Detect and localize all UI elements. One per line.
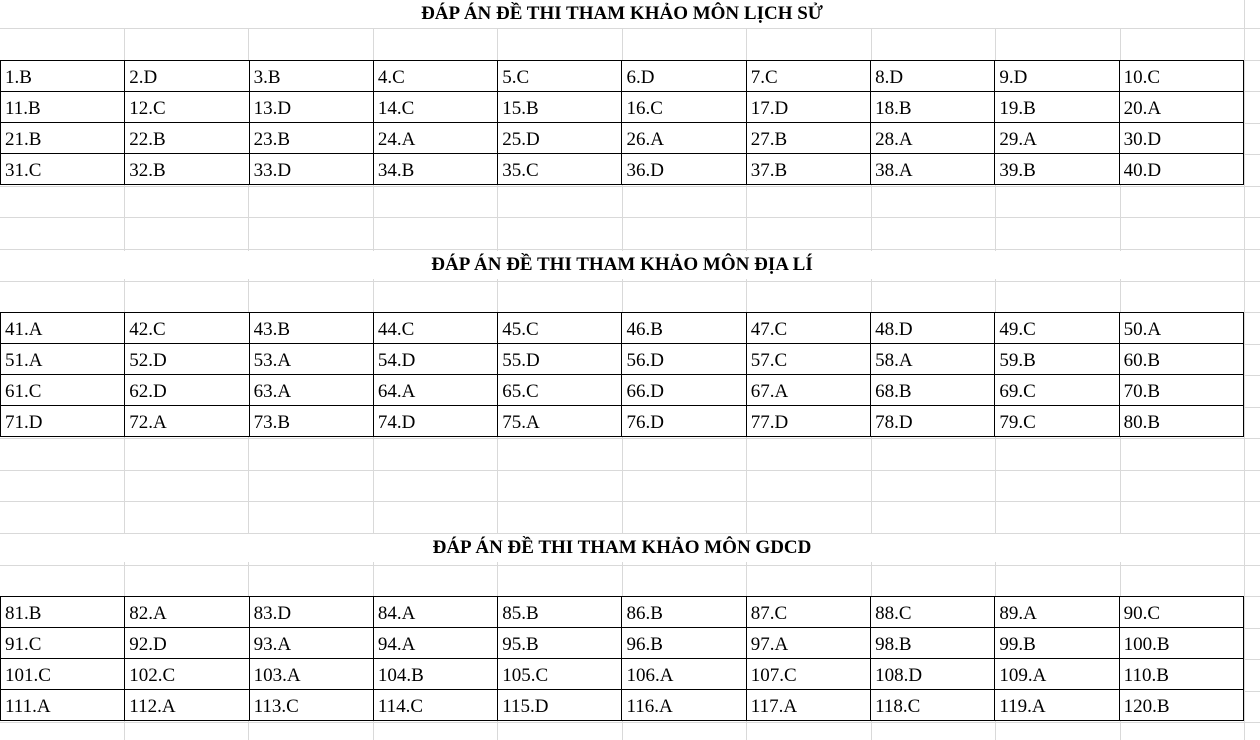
answer-text: 18.B (875, 98, 912, 119)
answer-text: 23.B (253, 129, 291, 150)
answer-cell[interactable] (125, 659, 249, 690)
table-row (1, 154, 1244, 185)
answer-cell[interactable] (125, 597, 249, 628)
answer-text: 6.D (626, 67, 655, 88)
answer-text: 42.C (129, 319, 166, 340)
answer-text: 43.B (253, 319, 291, 340)
table-row (1, 313, 1244, 344)
answer-text: 101.C (5, 665, 51, 686)
answer-cell[interactable] (622, 344, 746, 375)
answer-text: 24.A (377, 129, 416, 150)
answer-text: 96.B (626, 634, 663, 655)
answer-text: 35.C (502, 160, 539, 181)
answer-cell[interactable] (125, 92, 249, 123)
answer-cell[interactable] (871, 154, 995, 185)
answer-cell[interactable] (995, 92, 1119, 123)
answer-cell[interactable] (871, 61, 995, 92)
answer-text: 14.C (377, 98, 415, 119)
answer-text: 20.A (1123, 98, 1162, 119)
answer-text: 15.B (502, 98, 539, 119)
answer-text: 37.B (750, 160, 788, 181)
answer-text: 108.D (875, 665, 923, 686)
answer-cell[interactable] (1, 92, 125, 123)
answer-table-dia-li (0, 312, 1244, 437)
answer-text: 87.C (750, 603, 788, 624)
answer-text: 53.A (253, 350, 292, 371)
answer-cell[interactable] (373, 61, 497, 92)
answer-text: 27.B (750, 129, 788, 150)
answer-text: 3.B (253, 67, 281, 88)
answer-cell[interactable] (249, 628, 373, 659)
answer-cell[interactable] (1119, 659, 1243, 690)
answer-cell[interactable] (995, 313, 1119, 344)
row-gridline (0, 722, 1260, 723)
answer-cell[interactable] (373, 123, 497, 154)
answer-cell[interactable] (125, 375, 249, 406)
answer-cell[interactable] (746, 92, 870, 123)
answer-text: 91.C (5, 634, 42, 655)
answer-text: 31.C (5, 160, 42, 181)
table-row (1, 61, 1244, 92)
answer-text: 92.D (129, 634, 167, 655)
answer-text: 5.C (502, 67, 530, 88)
answer-text: 48.D (875, 319, 913, 340)
answer-text: 34.B (377, 160, 415, 181)
section-title-gdcd: ĐÁP ÁN ĐỀ THI THAM KHẢO MÔN GDCD (0, 534, 1244, 562)
answer-text: 70.B (1123, 381, 1161, 402)
answer-cell[interactable] (125, 313, 249, 344)
answer-cell[interactable] (871, 375, 995, 406)
answer-cell[interactable] (871, 659, 995, 690)
answer-text: 61.C (5, 381, 42, 402)
answer-cell[interactable] (125, 154, 249, 185)
section-title-dia-li: ĐÁP ÁN ĐỀ THI THAM KHẢO MÔN ĐỊA LÍ (0, 251, 1244, 279)
answer-text: 118.C (875, 696, 921, 717)
answer-cell[interactable] (1, 628, 125, 659)
answer-text: 105.C (502, 665, 549, 686)
answer-text: 82.A (129, 603, 167, 624)
answer-cell[interactable] (249, 61, 373, 92)
answer-cell[interactable] (746, 597, 870, 628)
row-gridline (0, 217, 1260, 218)
answer-text: 97.A (750, 634, 789, 655)
answer-text: 4.C (377, 67, 405, 88)
answer-cell[interactable] (1119, 344, 1243, 375)
answer-text: 88.C (875, 603, 912, 624)
answer-cell[interactable] (249, 597, 373, 628)
answer-cell[interactable] (373, 406, 497, 437)
answer-text: 8.D (875, 67, 904, 88)
answer-text: 26.A (626, 129, 664, 150)
answer-cell[interactable] (746, 690, 870, 721)
answer-cell[interactable] (1, 597, 125, 628)
answer-text: 54.D (377, 350, 416, 371)
answer-cell[interactable] (249, 690, 373, 721)
answer-cell[interactable] (622, 92, 746, 123)
answer-text: 80.B (1123, 412, 1161, 433)
answer-cell[interactable] (871, 597, 995, 628)
answer-text: 16.C (626, 98, 663, 119)
answer-cell[interactable] (995, 123, 1119, 154)
answer-cell[interactable] (871, 406, 995, 437)
answer-text: 76.D (626, 412, 664, 433)
row-gridline (0, 249, 1260, 250)
answer-cell[interactable] (498, 123, 622, 154)
answer-cell[interactable] (622, 690, 746, 721)
table-row (1, 92, 1244, 123)
answer-text: 59.B (999, 350, 1036, 371)
answer-text: 12.C (129, 98, 166, 119)
answer-cell[interactable] (1119, 628, 1243, 659)
answer-cell[interactable] (995, 659, 1119, 690)
answer-text: 58.A (875, 350, 913, 371)
answer-cell[interactable] (995, 61, 1119, 92)
row-gridline (0, 28, 1260, 29)
answer-text: 33.D (253, 160, 292, 181)
answer-cell[interactable] (249, 344, 373, 375)
answer-text: 62.D (129, 381, 167, 402)
answer-text: 81.B (5, 603, 42, 624)
row-gridline (0, 281, 1260, 282)
answer-text: 36.D (626, 160, 664, 181)
answer-cell[interactable] (746, 154, 870, 185)
table-row (1, 659, 1244, 690)
row-gridline (0, 565, 1260, 566)
answer-cell[interactable] (1, 375, 125, 406)
answer-text: 115.D (502, 696, 549, 717)
answer-text: 63.A (253, 381, 292, 402)
answer-cell[interactable] (125, 690, 249, 721)
answer-cell[interactable] (498, 659, 622, 690)
answer-cell[interactable] (1119, 61, 1243, 92)
answer-cell[interactable] (746, 375, 870, 406)
answer-text: 57.C (750, 350, 788, 371)
answer-cell[interactable] (125, 406, 249, 437)
answer-cell[interactable] (1, 406, 125, 437)
table-row (1, 406, 1244, 437)
answer-text: 29.A (999, 129, 1037, 150)
answer-text: 32.B (129, 160, 166, 181)
answer-text: 41.A (5, 319, 43, 340)
answer-text: 102.C (129, 665, 176, 686)
table-row (1, 123, 1244, 154)
answer-text: 83.D (253, 603, 292, 624)
answer-cell[interactable] (1119, 92, 1243, 123)
answer-text: 2.D (129, 67, 158, 88)
answer-text: 94.A (377, 634, 416, 655)
answer-cell[interactable] (746, 628, 870, 659)
answer-text: 65.C (502, 381, 539, 402)
answer-text: 44.C (377, 319, 415, 340)
answer-cell[interactable] (995, 375, 1119, 406)
answer-table-lich-su (0, 60, 1244, 185)
answer-cell[interactable] (746, 313, 870, 344)
answer-cell[interactable] (622, 406, 746, 437)
answer-cell[interactable] (1119, 154, 1243, 185)
column-gridline (1244, 0, 1245, 740)
answer-cell[interactable] (373, 313, 497, 344)
answer-cell[interactable] (622, 61, 746, 92)
answer-text: 79.C (999, 412, 1036, 433)
answer-cell[interactable] (995, 344, 1119, 375)
answer-cell[interactable] (373, 628, 497, 659)
answer-cell[interactable] (125, 61, 249, 92)
answer-cell[interactable] (498, 344, 622, 375)
answer-table-gdcd (0, 596, 1244, 721)
answer-cell[interactable] (249, 659, 373, 690)
answer-cell[interactable] (746, 406, 870, 437)
answer-cell[interactable] (622, 628, 746, 659)
answer-text: 84.A (377, 603, 416, 624)
answer-cell[interactable] (1, 659, 125, 690)
answer-text: 113.C (253, 696, 299, 717)
answer-text: 30.D (1123, 129, 1162, 150)
answer-text: 75.A (502, 412, 540, 433)
answer-text: 69.C (999, 381, 1036, 402)
answer-cell[interactable] (871, 690, 995, 721)
answer-cell[interactable] (746, 123, 870, 154)
answer-text: 117.A (750, 696, 798, 717)
answer-cell[interactable] (871, 123, 995, 154)
answer-cell[interactable] (746, 61, 870, 92)
answer-cell[interactable] (1119, 123, 1243, 154)
answer-cell[interactable] (871, 344, 995, 375)
answer-text: 25.D (502, 129, 540, 150)
answer-text: 38.A (875, 160, 913, 181)
row-gridline (0, 470, 1260, 471)
answer-cell[interactable] (249, 406, 373, 437)
answer-text: 39.B (999, 160, 1036, 181)
answer-cell[interactable] (249, 92, 373, 123)
table-row (1, 344, 1244, 375)
answer-cell[interactable] (1119, 406, 1243, 437)
answer-cell[interactable] (746, 659, 870, 690)
answer-cell[interactable] (498, 61, 622, 92)
answer-text: 100.B (1123, 634, 1170, 655)
answer-cell[interactable] (498, 628, 622, 659)
answer-cell[interactable] (249, 123, 373, 154)
answer-text: 104.B (377, 665, 424, 686)
answer-text: 73.B (253, 412, 291, 433)
answer-cell[interactable] (746, 344, 870, 375)
answer-cell[interactable] (995, 690, 1119, 721)
answer-text: 7.C (750, 67, 778, 88)
answer-cell[interactable] (995, 597, 1119, 628)
answer-text: 112.A (129, 696, 176, 717)
answer-text: 28.A (875, 129, 913, 150)
answer-text: 64.A (377, 381, 416, 402)
answer-cell[interactable] (1119, 313, 1243, 344)
table-row (1, 375, 1244, 406)
answer-text: 55.D (502, 350, 540, 371)
answer-cell[interactable] (871, 92, 995, 123)
answer-text: 98.B (875, 634, 912, 655)
answer-cell[interactable] (622, 597, 746, 628)
answer-text: 90.C (1123, 603, 1161, 624)
answer-text: 99.B (999, 634, 1036, 655)
answer-text: 95.B (502, 634, 539, 655)
answer-text: 85.B (502, 603, 539, 624)
answer-cell[interactable] (498, 690, 622, 721)
answer-text: 13.D (253, 98, 292, 119)
table-row (1, 597, 1244, 628)
answer-cell[interactable] (871, 313, 995, 344)
answer-text: 72.A (129, 412, 167, 433)
answer-cell[interactable] (622, 659, 746, 690)
answer-text: 109.A (999, 665, 1047, 686)
answer-cell[interactable] (249, 313, 373, 344)
answer-text: 56.D (626, 350, 664, 371)
answer-cell[interactable] (125, 344, 249, 375)
answer-cell[interactable] (498, 597, 622, 628)
answer-text: 71.D (5, 412, 43, 433)
answer-cell[interactable] (995, 154, 1119, 185)
answer-cell[interactable] (249, 154, 373, 185)
answer-text: 22.B (129, 129, 166, 150)
answer-cell[interactable] (1, 154, 125, 185)
answer-text: 111.A (5, 696, 51, 717)
answer-cell[interactable] (995, 406, 1119, 437)
answer-cell[interactable] (622, 123, 746, 154)
answer-text: 120.B (1123, 696, 1170, 717)
answer-cell[interactable] (373, 690, 497, 721)
answer-text: 17.D (750, 98, 789, 119)
answer-cell[interactable] (498, 313, 622, 344)
answer-cell[interactable] (1119, 375, 1243, 406)
answer-text: 67.A (750, 381, 789, 402)
answer-cell[interactable] (995, 628, 1119, 659)
answer-text: 10.C (1123, 67, 1161, 88)
answer-cell[interactable] (1, 690, 125, 721)
section-title-lich-su: ĐÁP ÁN ĐỀ THI THAM KHẢO MÔN LỊCH SỬ (0, 0, 1244, 28)
answer-cell[interactable] (1119, 690, 1243, 721)
answer-cell[interactable] (498, 406, 622, 437)
answer-cell[interactable] (1, 344, 125, 375)
answer-text: 9.D (999, 67, 1028, 88)
answer-text: 89.A (999, 603, 1037, 624)
answer-cell[interactable] (622, 154, 746, 185)
answer-cell[interactable] (498, 154, 622, 185)
answer-text: 106.A (626, 665, 674, 686)
answer-cell[interactable] (373, 375, 497, 406)
answer-cell[interactable] (1, 61, 125, 92)
answer-text: 66.D (626, 381, 664, 402)
row-gridline (0, 438, 1260, 439)
answer-cell[interactable] (622, 313, 746, 344)
answer-cell[interactable] (373, 154, 497, 185)
answer-cell[interactable] (1, 313, 125, 344)
answer-text: 45.C (502, 319, 539, 340)
answer-cell[interactable] (125, 628, 249, 659)
answer-text: 77.D (750, 412, 789, 433)
answer-text: 47.C (750, 319, 788, 340)
answer-text: 49.C (999, 319, 1036, 340)
answer-text: 119.A (999, 696, 1046, 717)
answer-text: 19.B (999, 98, 1036, 119)
answer-text: 114.C (377, 696, 424, 717)
answer-text: 110.B (1123, 665, 1169, 686)
answer-cell[interactable] (1119, 597, 1243, 628)
answer-text: 51.A (5, 350, 43, 371)
row-gridline (0, 186, 1260, 187)
row-gridline (0, 501, 1260, 502)
answer-text: 52.D (129, 350, 167, 371)
table-row (1, 690, 1244, 721)
answer-text: 46.B (626, 319, 663, 340)
answer-cell[interactable] (373, 659, 497, 690)
answer-cell[interactable] (498, 375, 622, 406)
answer-text: 103.A (253, 665, 301, 686)
answer-text: 21.B (5, 129, 42, 150)
answer-text: 78.D (875, 412, 913, 433)
answer-text: 74.D (377, 412, 416, 433)
answer-cell[interactable] (1, 123, 125, 154)
answer-text: 60.B (1123, 350, 1161, 371)
answer-text: 50.A (1123, 319, 1162, 340)
answer-cell[interactable] (373, 344, 497, 375)
answer-text: 116.A (626, 696, 673, 717)
answer-cell[interactable] (125, 123, 249, 154)
answer-cell[interactable] (622, 375, 746, 406)
answer-text: 86.B (626, 603, 663, 624)
answer-cell[interactable] (871, 628, 995, 659)
table-row (1, 628, 1244, 659)
answer-text: 107.C (750, 665, 797, 686)
answer-cell[interactable] (373, 92, 497, 123)
answer-text: 68.B (875, 381, 912, 402)
answer-text: 40.D (1123, 160, 1162, 181)
answer-cell[interactable] (373, 597, 497, 628)
answer-cell[interactable] (249, 375, 373, 406)
answer-text: 11.B (5, 98, 41, 119)
answer-text: 93.A (253, 634, 292, 655)
answer-text: 1.B (5, 67, 32, 88)
answer-cell[interactable] (498, 92, 622, 123)
